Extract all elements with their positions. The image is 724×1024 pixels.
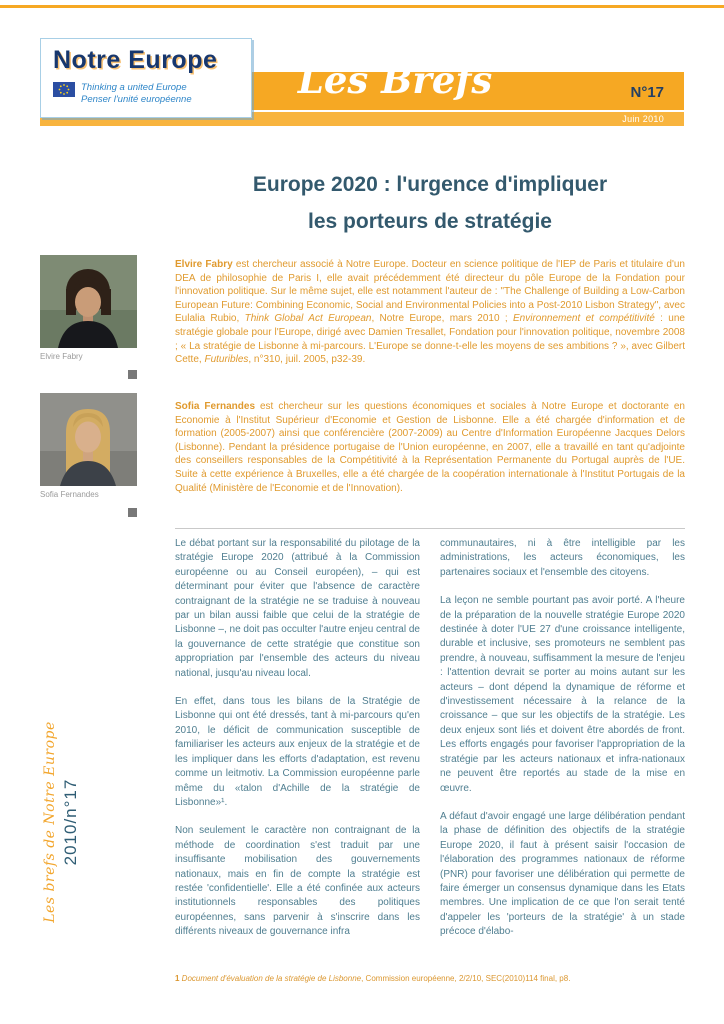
author-bio-sofia-fernandes: Sofia Fernandes est chercheur sur les questions économiques et sociales à Notre Europe et doctorante en Economie à l'Institut Supérieur d'Economie et Gestion de Lisbonne. Elle a été chargée d'information et de formation (2005-2007) ainsi que conférencière (2007-2009) au Centre d'Information Européenne Jacques Delors (Lisbonne). Pendant la présidence portugaise de l'Union européenne, en 2007, elle a travaillé en tant qu'adjointe des conseillers responsables de la Compétitivité à la Représentation Permanente du Portugal auprès de l'UE. Suite à cette expérience à Bruxelles, elle a été chargée de la coopération internationale à l'Institut Portugais de la Qualité (Ministère de l'Economie et de l'Innovation).	[175, 401, 685, 494]
series-title: Les Brefs	[297, 58, 493, 102]
logo	[40, 38, 252, 118]
page-title	[175, 166, 685, 240]
top-accent-rule	[0, 5, 724, 8]
portrait-illustration	[40, 255, 137, 348]
portrait-illustration	[40, 393, 137, 486]
page-title-line-1: Europe 2020 : l'urgence d'impliquer	[252, 173, 608, 196]
page-title-line-2: les porteurs de stratégie	[308, 210, 552, 233]
sidebar-series-script: Les brefs de Notre Europe	[41, 721, 58, 923]
logo-taglines	[81, 82, 192, 105]
body-paragraph: La leçon ne semble pourtant pas avoir porté. A l'heure de la préparation de la nouvelle stratégie Europe 2020 destinée à doter l'UE 27 d'une croissance intelligente, durable et inclusive, ses promoteurs ne semblent pas prendre, à nouveau, suffisamment la mesure de l'enjeu : l'attention devrait se porter au moins autant sur les acteurs – dont dépend la dynamique de réforme et d'investissement nécessaire à la relance de la croissance – que sur les objectifs de la stratégie. Les deux enjeux sont liés et doivent être abordés de front. Les efforts engagés pour favoriser l'appropriation de la stratégie par les acteurs nationaux et infra-nationaux ne peuvent être reportés au stade de la mise en œuvre.	[440, 595, 685, 794]
body-paragraph: A défaut d'avoir engagé une large délibération pendant la phase de définition des objectifs de la stratégie Europe 2020, il faut à présent saisir l'occasion de l'élaboration des programmes nationaux de réforme (PNR) pour favoriser une délibération qui permette de faire émerger un consensus dynamique dans les Etats membres. Une implication de ce que l'on serait tenté d'appeler les 'porteurs de la stratégie' à un stade précoce d'élabo-	[440, 810, 685, 938]
footnote: 1 Document d'évaluation de la stratégie de Lisbonne, Commission européenne, 2/2/10, SEC(2010)114 final, p8.	[175, 974, 571, 983]
body-paragraph: communautaires, ni à être intelligible par les administrations, les acteurs économiques, les partenaires sociaux et l'ensemble des citoyens.	[440, 538, 685, 578]
sidebar-issue-label: 2010/n°17	[60, 778, 80, 866]
logo-word-1: Notre	[53, 46, 121, 74]
issue-date: Juin 2010	[622, 114, 664, 124]
photo-marker-2	[128, 508, 137, 517]
photo-caption-sofia-fernandes: Sofia Fernandes	[40, 490, 99, 499]
photo-marker-1	[128, 370, 137, 379]
author-photo-sofia-fernandes	[40, 393, 137, 486]
author-bio-elvire-fabry: Elvire Fabry est chercheur associé à Notre Europe. Docteur en science politique de l'IEP de Paris et titulaire d'un DEA de philosophie de Paris I, elle avait précédemment été directeur du pôle Europe de la Fondation pour l'innovation politique. Sur le même sujet, elle est notamment l'auteur de : "The Challenge of Building a Low-Carbon European Future: Combining Economic, Social and Environmental Policies into a Post-2010 Lisbon Strategy", avec Eulalia Rubio, Think Global Act European, Notre Europe, mars 2010 ; Environnement et compétitivité : une stratégie globale pour l'Europe, dirigé avec Damien Tresallet, Fondation pour l'innovation politique, novembre 2008 ; « La stratégie de Lisbonne à mi-parcours. L'Europe se donne-t-elle les moyens de ses ambitions ? », avec Gilbert Cette, Futuribles, n°310, juil. 2005, p32-39.	[175, 259, 685, 366]
issue-number: N°17	[630, 84, 664, 101]
bio-body-divider	[175, 528, 685, 529]
photo-caption-elvire-fabry: Elvire Fabry	[40, 352, 83, 361]
body-paragraph: Le débat portant sur la responsabilité du pilotage de la stratégie Europe 2020 (attribué à la Commission européenne ou au Conseil européen), – qui est déterminant pour éviter que l'absence de caractère contraignant de la stratégie ne se traduise à nouveau par un bilan aussi faible que celui de la stratégie de Lisbonne –, ne doit pas occulter l'autre enjeu central de la gouvernance de cette stratégie que constitue son appropriation par l'ensemble des acteurs du niveau national, jusqu'au niveau local.	[175, 538, 420, 679]
logo-tagline-en: Thinking a united Europe	[81, 82, 187, 93]
author-photo-elvire-fabry	[40, 255, 137, 348]
body-column-right	[440, 537, 685, 954]
logo-tagline-row	[53, 82, 251, 105]
logo-wordmark	[53, 46, 251, 75]
body-columns	[175, 537, 685, 954]
body-paragraph: Non seulement le caractère non contraignant de la méthode de coordination s'est traduit par une insuffisante mobilisation des gouvernements nationaux, mais en fin de compte la stratégie est restée 'confidentielle'. Elle a été confinée aux acteurs institutionnels responsables des politiques européennes, sans parvenir à s'inscrire dans les différents niveaux de gouvernance infra	[175, 825, 420, 938]
sidebar-vertical	[36, 706, 86, 938]
logo-tagline-fr: Penser l'unité européenne	[81, 93, 192, 105]
body-paragraph: En effet, dans tous les bilans de la Stratégie de Lisbonne qui ont été dressés, tant à mi-parcours qu'en 2010, le déficit de communication susceptible de familiariser les acteurs aux enjeux de la stratégie et de les impliquer dans les efforts d'adaptation, est revenu comme un leitmotiv. La Commission européenne parle même du «talon d'Achille de la stratégie de Lisbonne»¹.	[175, 696, 420, 808]
body-column-left	[175, 537, 420, 954]
eu-flag-icon	[53, 82, 75, 97]
logo-word-2: Europe	[128, 46, 218, 74]
